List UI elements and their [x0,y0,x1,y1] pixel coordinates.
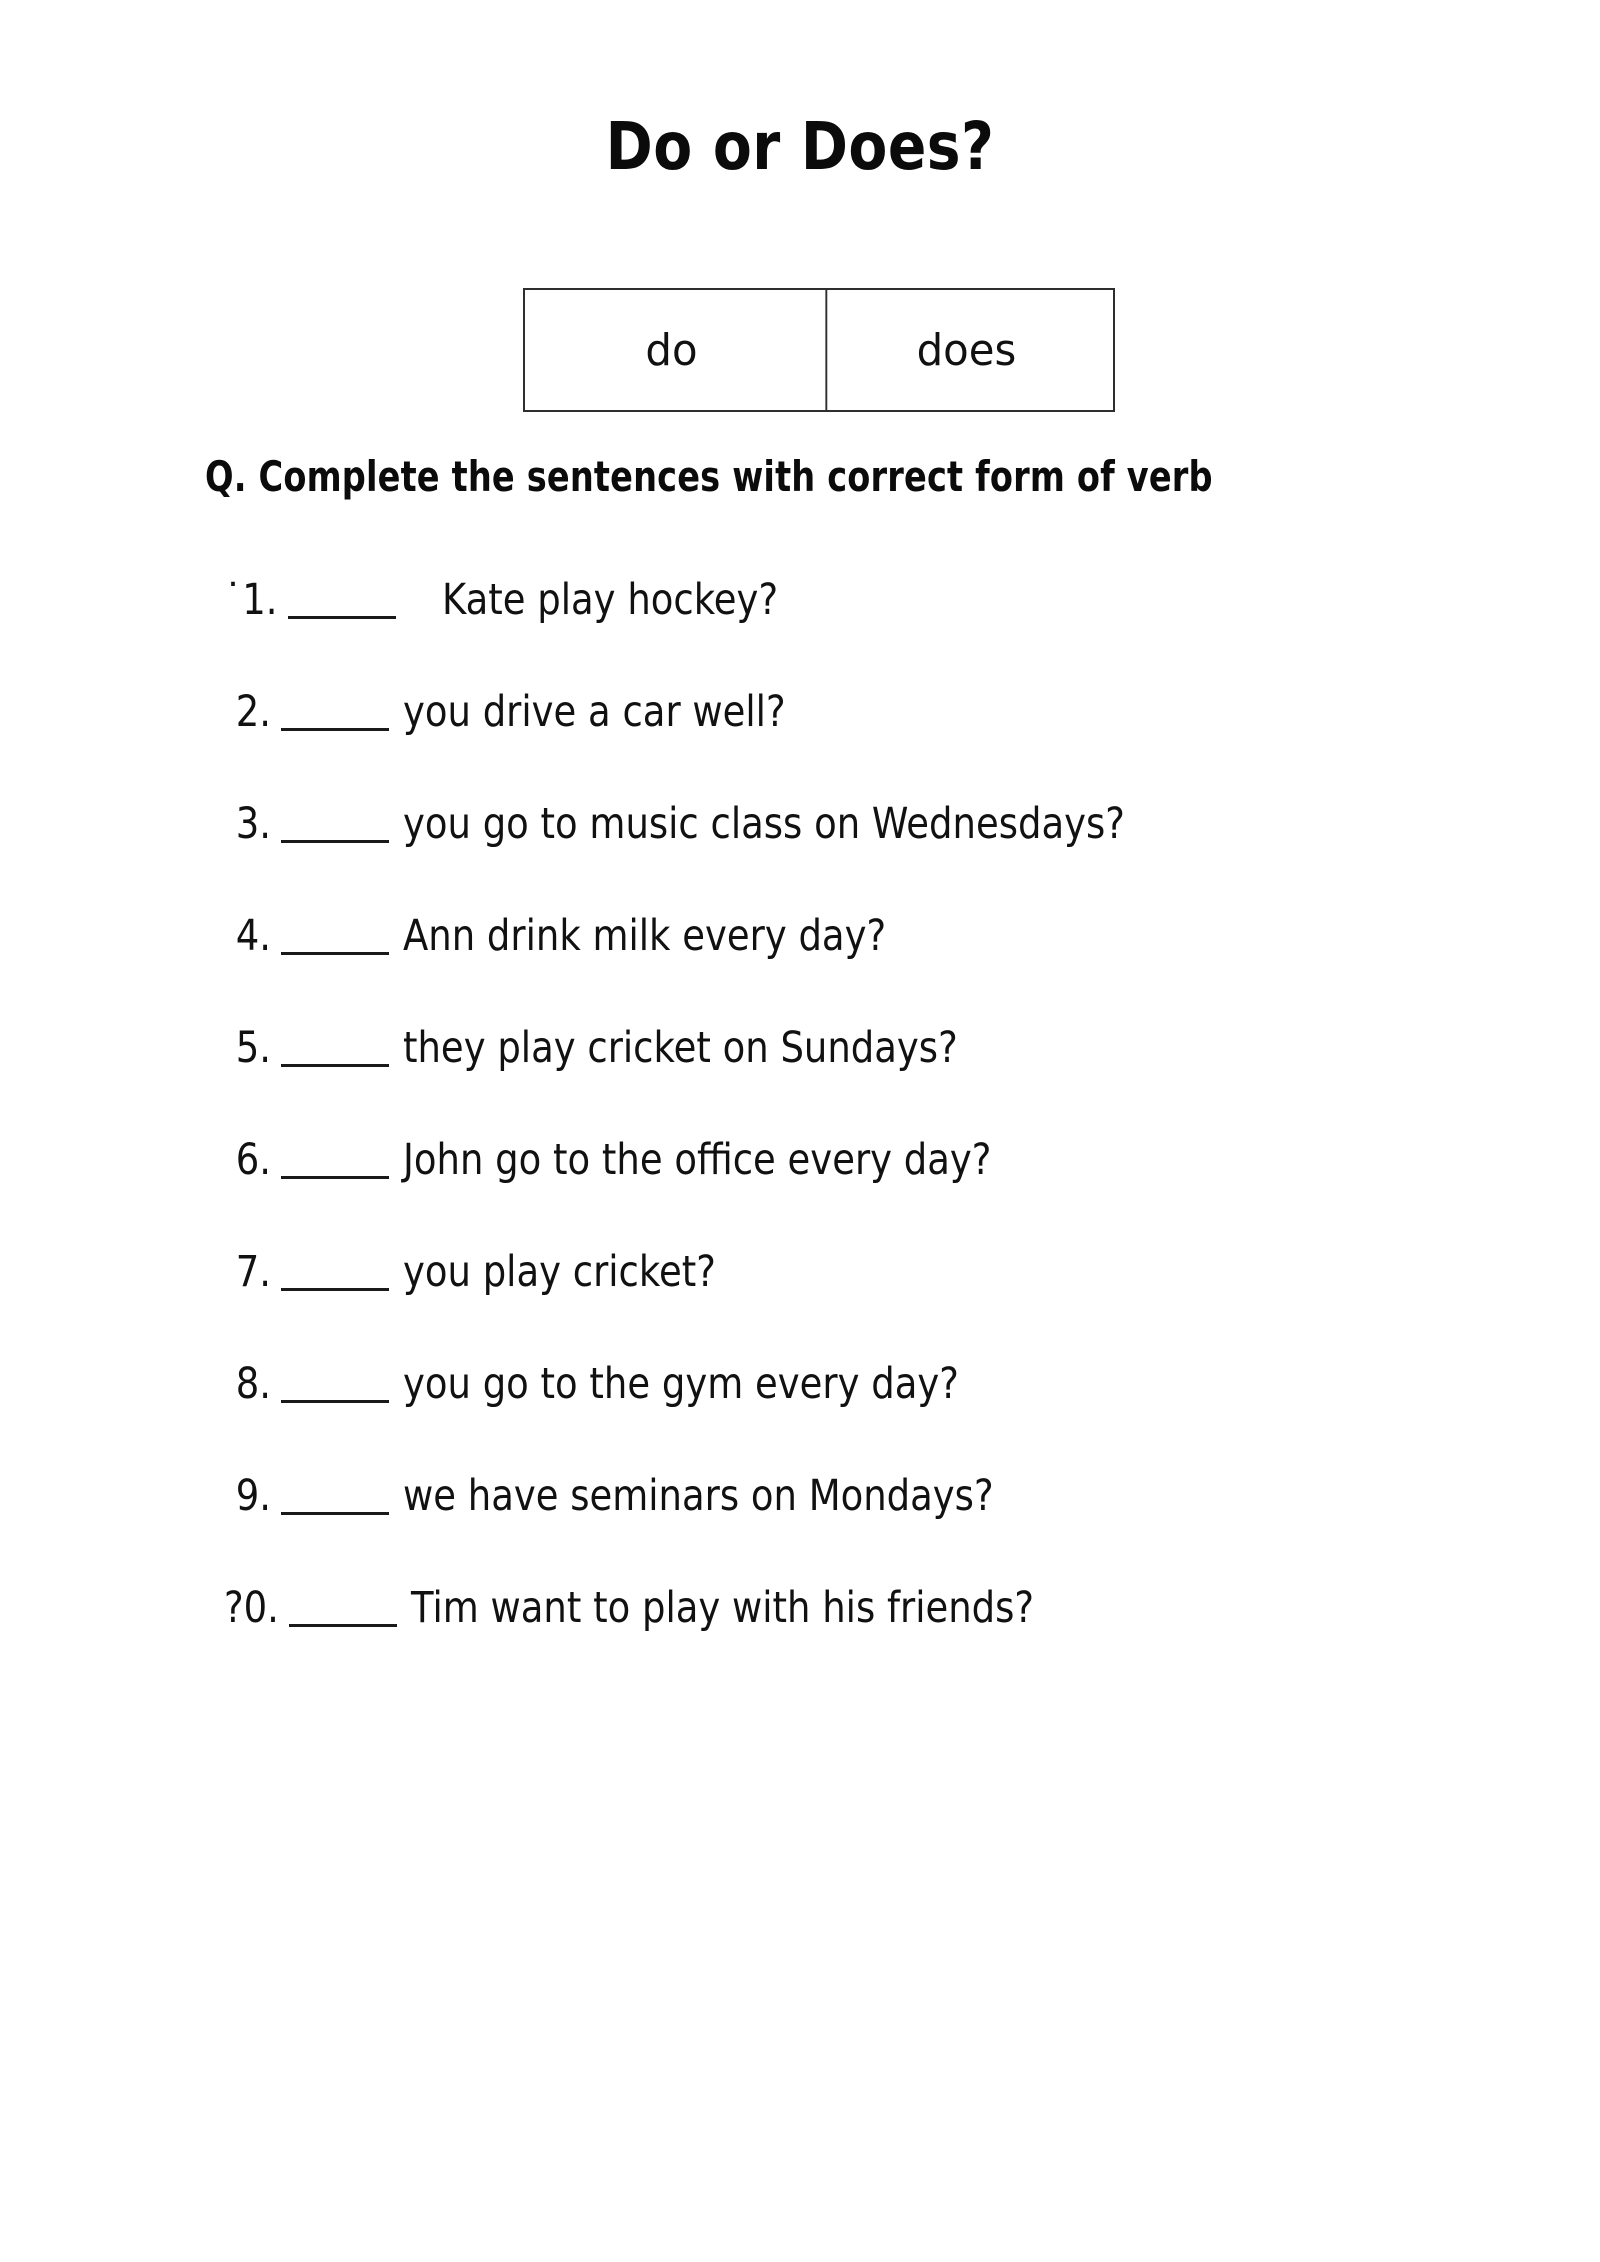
question-number: 2. [235,687,271,737]
question-text: you go to the gym every day? [403,1359,959,1409]
question-text: you play cricket? [403,1247,716,1297]
question-item [215,1471,1555,1583]
word-bank-box [523,288,1115,412]
question-list [215,575,1555,1695]
question-text: they play cricket on Sundays? [403,1023,958,1073]
answer-blank[interactable] [281,911,389,955]
question-number: 7. [235,1247,271,1297]
answer-blank[interactable] [281,1247,389,1291]
question-text: Kate play hockey? [441,575,778,625]
question-item [215,1359,1555,1471]
question-number: 3. [235,799,271,849]
answer-blank[interactable] [289,1583,397,1627]
instruction-text: Q. Complete the sentences with correct form of verb [205,452,1213,501]
answer-blank[interactable] [281,799,389,843]
question-item [215,687,1555,799]
question-item [215,575,1555,687]
question-number: ˙1. [223,575,278,625]
question-item [215,1583,1555,1695]
question-text: you drive a car well? [403,687,786,737]
answer-blank[interactable] [288,575,396,619]
question-item [215,1135,1555,1247]
answer-blank[interactable] [281,1471,389,1515]
answer-blank[interactable] [281,1135,389,1179]
answer-blank[interactable] [281,1359,389,1403]
word-bank-option-do: do [645,324,698,376]
question-text: we have seminars on Mondays? [403,1471,994,1521]
word-bank-option-does: does [825,290,1105,410]
question-item [215,1247,1555,1359]
question-item [215,799,1555,911]
question-number: 8. [235,1359,271,1409]
question-text: Tim want to play with his friends? [410,1583,1034,1633]
question-number: 9. [235,1471,271,1521]
question-number: 5. [235,1023,271,1073]
question-number: ?0. [223,1583,279,1633]
question-item [215,1023,1555,1135]
page-title: Do or Does? [605,108,995,185]
question-text: Ann drink milk every day? [403,911,887,961]
answer-blank[interactable] [281,687,389,731]
question-number: 4. [235,911,271,961]
question-item [215,911,1555,1023]
question-text: John go to the office every day? [403,1135,992,1185]
question-text: you go to music class on Wednesdays? [403,799,1125,849]
question-number: 6. [235,1135,271,1185]
answer-blank[interactable] [281,1023,389,1067]
